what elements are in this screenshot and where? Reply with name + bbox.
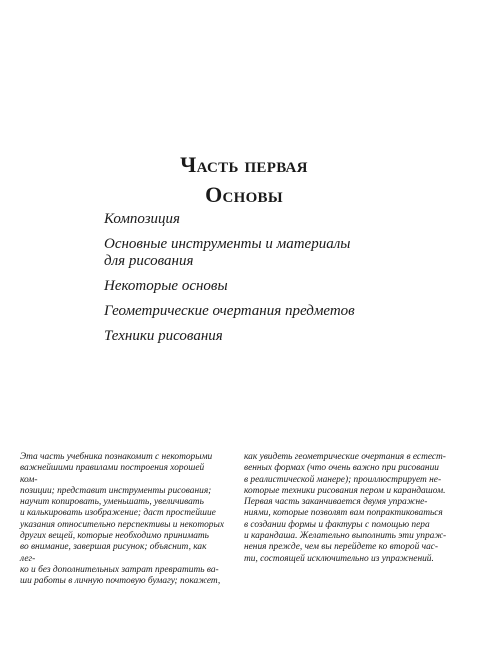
part-subtitle: Основы (205, 182, 283, 207)
intro-text-left-column: Эта часть учебника познакомит с некоторыми важнейшими правилами построения хорошей ком- позиции; представит инструменты рисования; научит копировать, уменьшать, увеличивать и калькировать изображение; даст простейшие указания относительно перспективы и некоторых других вещей, которые необходимо принимать во внимание, завершая рисунок; объяснит, как лег- ко и без дополнительных затрат превратить ва- ши работы в личную почтовую бумагу; покажет, (20, 452, 225, 587)
contents-item-techniques: Техники рисования (104, 328, 223, 344)
contents-item-composition: Композиция (104, 211, 181, 227)
contents-item-geometric-shapes: Геометрические очертания предметов (104, 303, 355, 319)
intro-text-right-column: как увидеть геометрические очертания в естест- венных формах (что очень важно при рисовании в реалистической манере); проиллюстрирует не- которые техники рисования пером и карандашом. Первая часть заканчивается двумя упражне- ниями, которые позволят вам попрактиковаться в создании формы и фактуры с помощью пера и карандаша. Желательно выполнить эти упраж- нения прежде, чем вы перейдете ко второй час- ти, состоящей исключительно из упражнений. (244, 452, 447, 564)
part-title: Часть первая (180, 152, 308, 177)
contents-item-tools: Основные инструменты и материалы для рисования (104, 236, 351, 269)
contents-list (104, 211, 424, 353)
contents-item-basics: Некоторые основы (104, 278, 228, 294)
